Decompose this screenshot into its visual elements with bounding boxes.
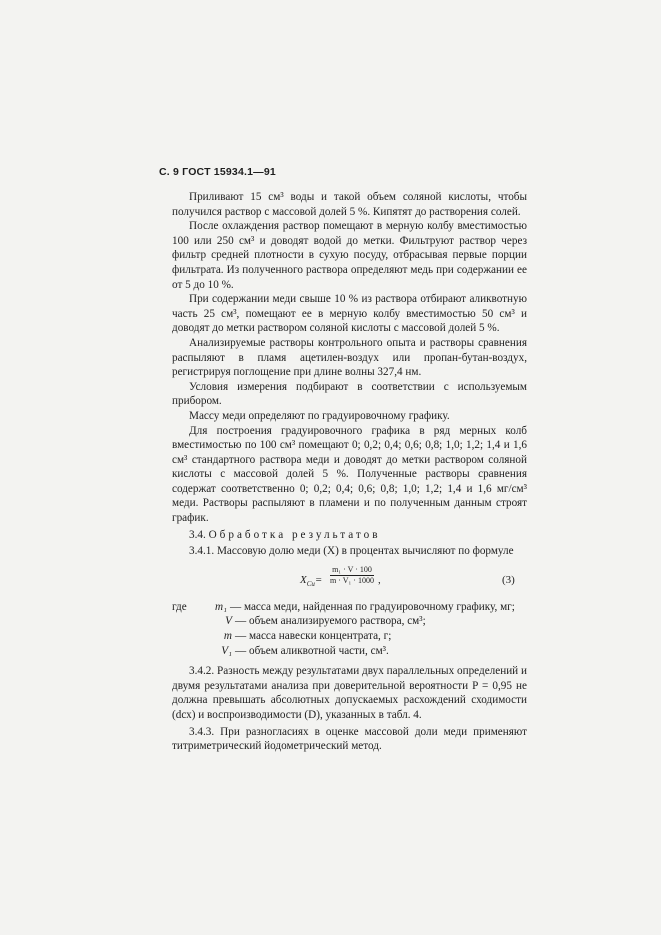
formula-lhs-symbol: X bbox=[300, 573, 307, 586]
formula-lhs-subscript: Cu bbox=[306, 580, 315, 589]
definition-row bbox=[172, 600, 527, 615]
formula-numerator: m₁ · V · 100 bbox=[330, 565, 374, 576]
formula-fraction bbox=[330, 565, 374, 586]
paragraph: После охлаждения раствор помещают в мерную колбу вместимостью 100 или 250 см³ и доводят водой до метки. Фильтруют раствор через фильтр средней плотности в сухую посуду, отбрасывая первые порции фильтрата. Из полученного раствора определяют медь при содержании ее от 5 до 10 %. bbox=[172, 220, 527, 291]
definition-prefix: где bbox=[172, 600, 187, 613]
paragraph: Для построения градуировочного графика в ряд мерных колб вместимостью по 100 см³ помещают 0; 0,2; 0,4; 0,6; 0,8; 1,0; 1,2; 1,4 и 1,6 см³ стандартного раствора меди и доводят до метки раствором соляной кислоты с массовой долей 5 %. Полученные растворы сравнения содержат соответственно 0; 0,2; 0,4; 0,6; 0,8; 1,0; 1,2; 1,4 и 1,6 мг/см³ меди. Растворы распыляют в пламени и по полученным данным строят график. bbox=[172, 424, 527, 525]
paragraph-3-4-3: 3.4.3. При разногласиях в оценке массовой доли меди применяют титриметрический йодометрический метод. bbox=[172, 725, 527, 753]
paragraph: При содержании меди свыше 10 % из раствора отбирают аликвотную часть 25 см³, помещают ее в мерную колбу вместимостью 50 см³ и доводят до метки раствором соляной кислоты с массовой долей 5 %. bbox=[172, 293, 527, 335]
document-body bbox=[172, 190, 527, 754]
definition-symbol: m bbox=[223, 630, 232, 643]
definition-row bbox=[172, 614, 527, 629]
definition-text: — объем аликвотной части, см³. bbox=[235, 644, 389, 657]
definitions-list bbox=[172, 600, 527, 658]
page-header: С. 9 ГОСТ 15934.1—91 bbox=[159, 166, 276, 178]
section-number: 3.4. bbox=[189, 528, 206, 541]
definition-text: — объем анализируемого раствора, см³; bbox=[235, 615, 426, 628]
formula-lhs bbox=[300, 573, 322, 592]
definition-text: — масса навески концентрата, г; bbox=[235, 630, 392, 643]
formula-denominator: m · V₁ · 1000 bbox=[330, 575, 374, 585]
paragraph-3-4-2: 3.4.2. Разность между результатами двух параллельных определений и двумя результатами анализа при доверительной вероятности P = 0,95 не должна превышать абсолютных допускаемых расхождений сходимости (dсх) и воспроизводимости (D), указанных в табл. 4. bbox=[172, 665, 527, 721]
paragraph-3-4-1: 3.4.1. Массовую долю меди (X) в процентах вычисляют по формуле bbox=[189, 545, 514, 558]
paragraph: Условия измерения подбирают в соответствии с используемым прибором. bbox=[172, 380, 527, 408]
formula-3 bbox=[172, 564, 527, 594]
definition-text: — масса меди, найденная по градуировочному графику, мг; bbox=[229, 600, 515, 613]
formula-number: (3) bbox=[502, 573, 515, 586]
definition-row bbox=[172, 629, 527, 644]
definition-symbol: m₁ bbox=[215, 600, 227, 613]
formula-comma: , bbox=[378, 573, 381, 586]
section-heading bbox=[172, 528, 527, 543]
section-title: Обработка результатов bbox=[208, 528, 381, 541]
formula-equals: = bbox=[314, 573, 323, 586]
paragraph: Массу меди определяют по градуировочному графику. bbox=[189, 409, 450, 422]
paragraph: Анализируемые растворы контрольного опыта и растворы сравнения распыляют в пламя ацетилен-воздух или пропан-бутан-воздух, регистрируя поглощение при длине волны 327,4 нм. bbox=[172, 336, 527, 379]
definition-symbol: V bbox=[225, 615, 232, 628]
definition-row bbox=[172, 644, 527, 659]
paragraph: Приливают 15 см³ воды и такой объем соляной кислоты, чтобы получился раствор с массовой долей 5 %. Кипятят до растворения солей. bbox=[172, 191, 527, 218]
definition-symbol: V₁ bbox=[221, 644, 232, 657]
